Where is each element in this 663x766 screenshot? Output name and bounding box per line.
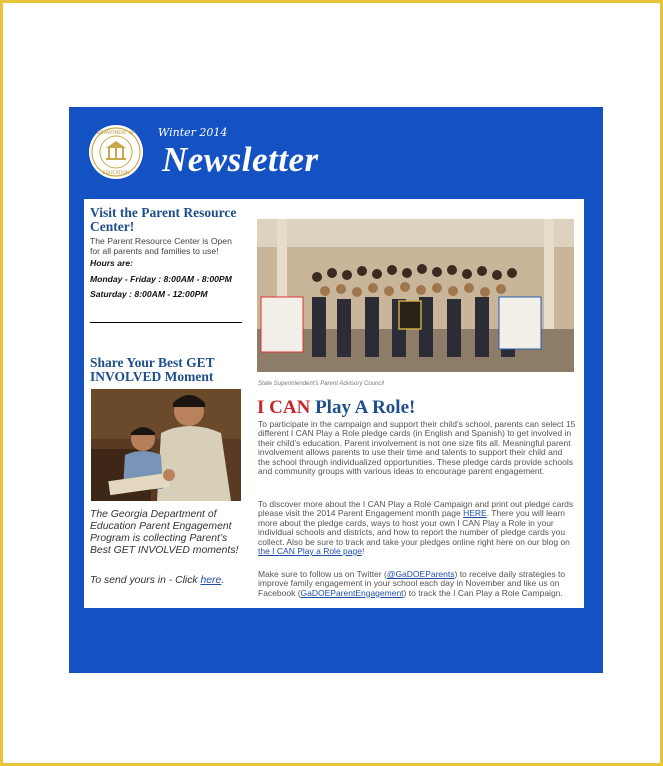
sidebar-resource-center <box>90 206 242 301</box>
heading-play-a-role: Play A Role! <box>310 397 416 418</box>
newsletter-title: Newsletter <box>162 140 319 179</box>
hours-weekday: Monday - Friday : 8:00AM - 8:00PM <box>90 274 232 284</box>
content-area <box>84 199 584 608</box>
svg-text:DEPARTMENT OF: DEPARTMENT OF <box>97 131 135 136</box>
svg-text:EDUCATION: EDUCATION <box>102 171 130 176</box>
sidebar-quote: The Georgia Department of Education Parent Engagement Program is collecting Parent’s Best GET INVOLVED moments! <box>90 509 239 556</box>
issue-label: Winter 2014 <box>158 126 228 139</box>
facebook-link[interactable]: GaDOEParentEngagement <box>300 587 404 598</box>
twitter-link[interactable]: @GaDOEParents <box>386 569 455 579</box>
campaign-paragraph-3 <box>258 570 576 598</box>
photo-caption: State Superintendent's Parent Advisory Council <box>258 381 384 387</box>
advisory-council-photo <box>257 219 574 372</box>
share-heading: Share Your Best GET INVOLVED Moment <box>90 355 215 384</box>
hours-label: Hours are: <box>90 258 133 268</box>
engagement-month-link[interactable]: HERE <box>463 508 487 519</box>
send-end: . <box>221 575 225 586</box>
send-in-text <box>90 575 246 586</box>
heading-i-can: I CAN <box>257 397 311 418</box>
para2-text-c: ! <box>361 546 365 557</box>
send-here-link[interactable]: here <box>200 575 222 586</box>
department-seal-logo <box>88 124 144 180</box>
campaign-heading <box>257 397 415 419</box>
para3-text-b: ) to receive daily strategies to improve family engagement in your school each day in November and like us on Facebook ( <box>258 569 566 598</box>
campaign-paragraph-1: To participate in the campaign and support their child’s school, parents can select 15 different I CAN Play a Role pledge cards (in English and Spanish) to get involved in their child’s education. Parent involvement is not one size fits all. Meaningful parent involvement allows parents to use their time and talents to support their child and the school through individualized opportunities. These pledge cards provide schools and community groups with various ideas to encourage parent engagement. <box>258 419 576 477</box>
campaign-paragraph-2 <box>258 500 576 556</box>
parent-child-photo <box>91 389 241 501</box>
hours-saturday: Saturday : 8:00AM - 12:00PM <box>90 289 208 299</box>
para3-text-a: Make sure to follow us on Twitter ( <box>258 569 387 579</box>
para3-text-c: ) to track the I Can Play a Role Campaign. <box>403 587 563 598</box>
para2-text-a: To discover more about the I CAN Play a Role Campaign and print out pledge cards please visit the 2014 Parent Engagement month page <box>258 499 574 519</box>
send-text: To send yours in - Click <box>90 575 201 586</box>
para2-text-b: . There you will learn more about the pledge cards, ways to host your own I CAN Play a Role in your individual schools and districts, and how to report the number of pledge cards you collect. Also be sure to track and take your pledges online right here on our blog on <box>258 508 570 547</box>
visit-text: The Parent Resource Center is Open for all parents and families to use! <box>90 236 232 256</box>
sidebar-divider <box>90 322 242 323</box>
visit-heading: Visit the Parent Resource Center! <box>90 205 237 234</box>
sidebar-share <box>90 356 242 384</box>
play-a-role-page-link[interactable]: the I CAN Play a Role page <box>258 546 362 557</box>
